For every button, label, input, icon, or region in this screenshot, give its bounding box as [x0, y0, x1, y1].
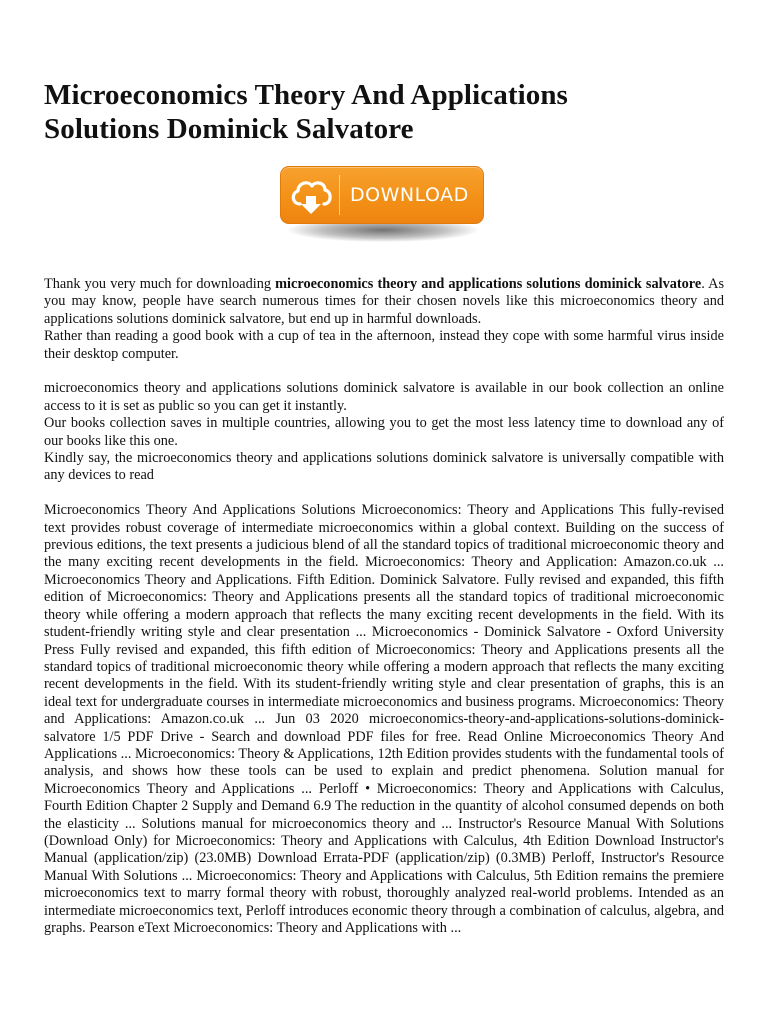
intro-text-end: . As you may know, people have search numerous times for their chosen novels like this microeconomics theory and applications solutions dominick salvatore, but end up in harmful downloads.: [44, 276, 725, 327]
download-button[interactable]: [280, 166, 484, 224]
compatibility-paragraph: Kindly say, the microeconomics theory and applications solutions dominick salvatore is universally compatible with any devices to read: [44, 450, 724, 484]
paragraph-gap: [44, 485, 724, 502]
page-title: [44, 78, 724, 146]
availability-paragraph: microeconomics theory and applications solutions dominick salvatore is available in our book collection an online access to it is set as public so you can get it instantly.: [44, 380, 724, 414]
intro-paragraph-line-2: Rather than reading a good book with a cup of tea in the afternoon, instead they cope with some harmful virus inside their desktop computer.: [44, 328, 724, 362]
description-paragraph: Microeconomics Theory And Applications Solutions Microeconomics: Theory and Applications This fully-revised text provides robust coverage of intermediate microeconomics within a global context. Building on the success of previous editions, the text presents a judicious blend of all the standard topics of traditional microeconomic theory and the many exciting recent developments in the field. Microeconomics: Theory and Application: Amazon.co.uk ... Microeconomics Theory and Applications. Fifth Edition. Dominick Salvatore. Fully revised and expanded, this fifth edition of Microeconomics: Theory and Applications presents all the standard topics of traditional microeconomic theory while offering a modern approach that reflects the many exciting recent developments in the field. With its student-friendly writing style and clear presentation ... Microeconomics - Dominick Salvatore - Oxford University Press Fully revised and expanded, this fifth edition of Microeconomics: Theory and Applications presents all the standard topics of traditional microeconomic theory while offering a modern approach that reflects the many exciting recent developments in the field. With its student-friendly writing style and clear presentation of graphs, this is an ideal text for undergraduate courses in intermediate microeconomics and business programs. Microeconomics: Theory and Applications: Amazon.co.uk ... Jun 03 2020 microeconomics-theory-and-applications-solutions-dominick-salvatore 1/5 PDF Drive - Search and download PDF files for free. Read Online Microeconomics Theory And Applications ... Microeconomics: Theory & Applications, 12th Edition provides students with the fundamental tools of analysis, and shows how these tools can be used to explain and predict phenomena. Solution manual for Microeconomics Theory and Applications ... Perloff • Microeconomics: Theory and Applications with Calculus, Fourth Edition Chapter 2 Supply and Demand 6.9 The reduction in the quantity of alcohol consumed depends on both the elasticity ... Solutions manual for microeconomics theory and ... Instructor's Resource Manual With Solutions (Download Only) for Microeconomics: Theory and Applications with Calculus, 4th Edition Download Instructor's Manual (application/zip) (23.0MB) Download Errata-PDF (application/zip) (0.3MB) Perloff, Instructor's Resource Manual With Solutions ... Microeconomics: Theory and Applications with Calculus, 5th Edition remains the premiere microeconomics text to marry formal theory with robust, thoroughly analyzed real-world problems. Intended as an intermediate microeconomics text, Perloff introduces economic theory through a combination of calculus, algebra, and graphs. Pearson eText Microeconomics: Theory and Applications with ...: [44, 502, 724, 936]
title-line-1: Microeconomics Theory And Applications: [44, 79, 568, 111]
intro-bold-title: microeconomics theory and applications solutions dominick salvatore: [275, 276, 702, 292]
title-line-2: Solutions Dominick Salvatore: [44, 113, 414, 145]
download-button-container: [280, 166, 486, 248]
download-button-divider: [339, 175, 340, 215]
document-body: [44, 276, 724, 937]
intro-paragraph: [44, 276, 724, 328]
paragraph-gap: [44, 363, 724, 380]
download-button-label: DOWNLOAD: [350, 184, 469, 206]
collection-paragraph: Our books collection saves in multiple countries, allowing you to get the most less latency time to download any of our books like this one.: [44, 415, 724, 449]
intro-text-start: Thank you very much for downloading: [44, 276, 276, 292]
cloud-download-icon: [283, 167, 339, 223]
